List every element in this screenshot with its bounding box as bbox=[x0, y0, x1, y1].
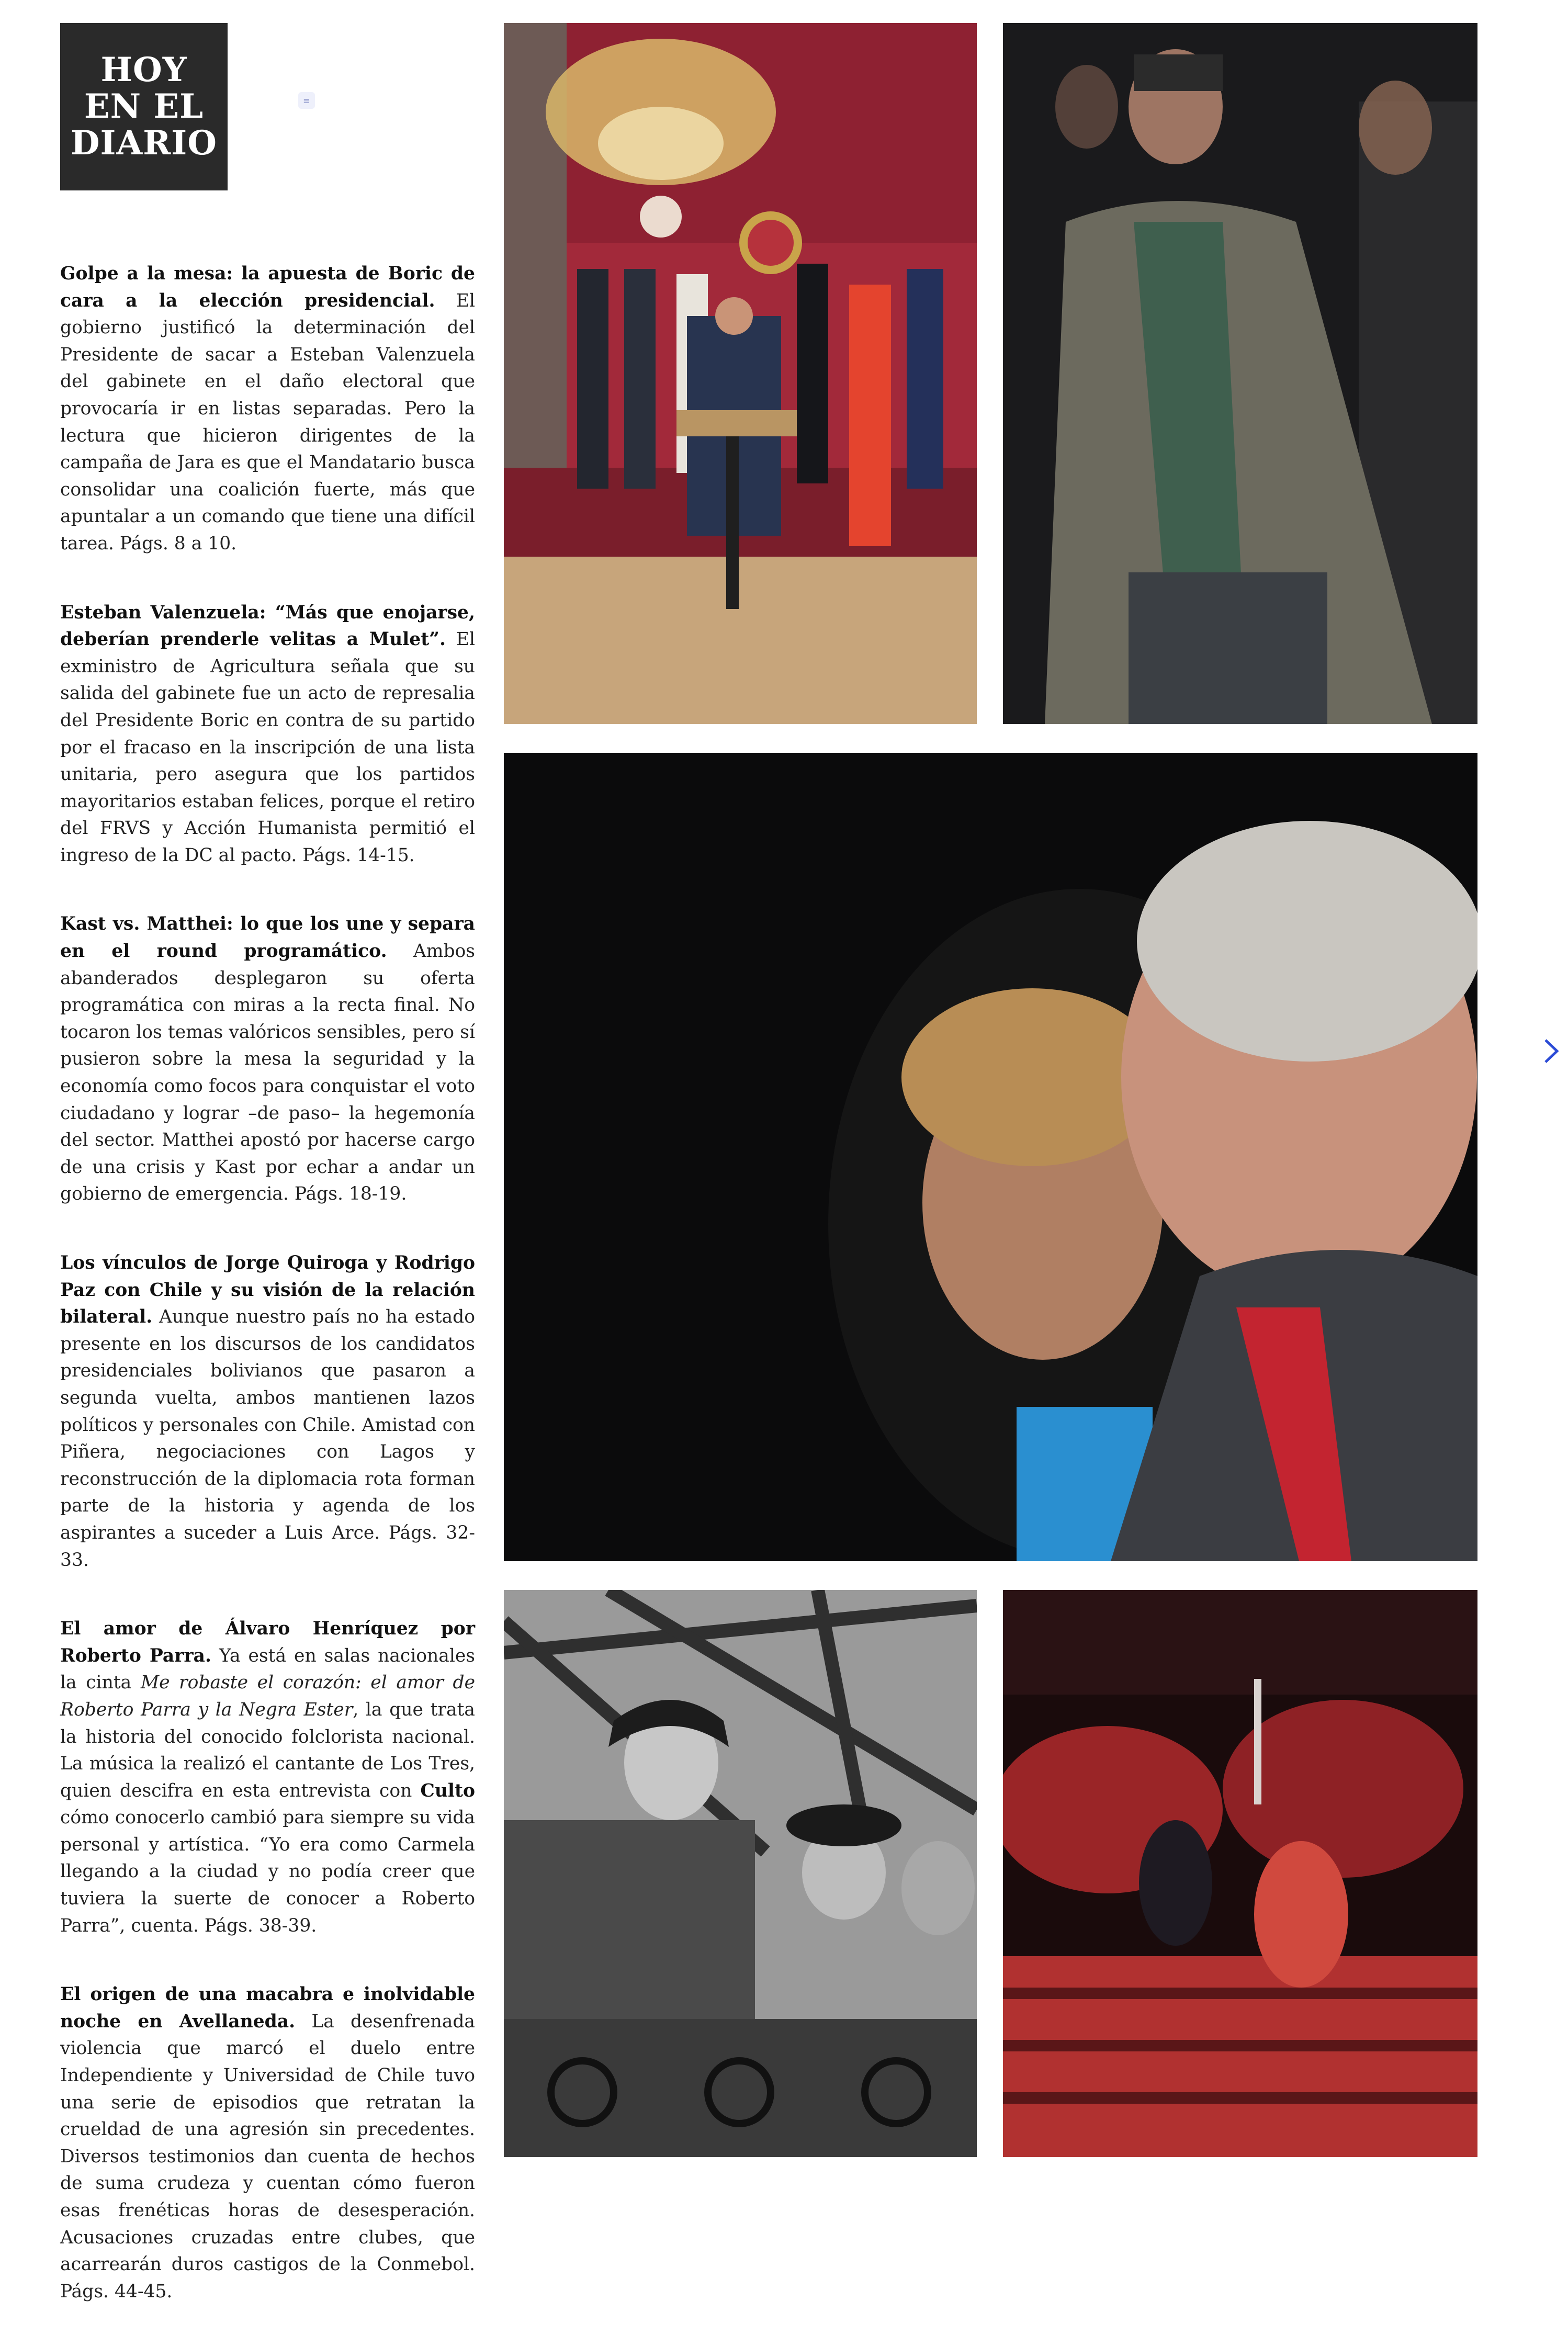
story-body: El exministro de Agricultura señala que su salida del gabinete fue un acto de represalia del Presidente Boric en contra de su partido por el fracaso en la inscripción de una lista unitaria, pero asegura que los partidos mayoritarios estaban felices, porque el retiro del FRVS y Acción Humanista permitió el ingreso de la DC al pacto. Págs. 14-15. bbox=[60, 629, 475, 866]
story-headline: Los vínculos de Jorge Quiroga y Rodrigo Paz con Chile y su visión de la relación bilateral. bbox=[60, 1253, 475, 1328]
film-title: Me robaste el corazón: el amor de Roberto Parra y la Negra Ester bbox=[60, 1672, 475, 1720]
badge-line-3: DIARIO bbox=[71, 123, 217, 163]
story-henriquez[interactable] bbox=[60, 1616, 475, 1939]
story-body: El gobierno justificó la determinación del Presidente de sacar a Esteban Valenzuela del gabinete en el daño electoral que provocaría ir en listas separadas. Pero la lectura que hicieron dirigentes de la campaña de Jara es que el Mandatario busca consolidar una coalición fuerte, más que apuntalar a un comando que tiene una difícil tarea. Págs. 8 a 10. bbox=[60, 290, 475, 554]
story-body: Aunque nuestro país no ha estado presente en los discursos de los candidatos presidenciales bolivianos que pasaron a segunda vuelta, ambos mantienen lazos políticos y personales con Chile. Amistad con Piñera, negociaciones con Lagos y reconstrucción de la diplomacia rota forman parte de la historia y agenda de los aspirantes a suceder a Luis Arce. Págs. 32-33. bbox=[60, 1306, 475, 1571]
story-body: , la que trata la historia del conocido folclorista nacional. La música la realizó el cantante de Los Tres, quien descifra en esta entrevista con bbox=[60, 1699, 475, 1801]
story-headline: El amor de Álvaro Henríquez por Roberto Parra. bbox=[60, 1618, 475, 1666]
section-badge bbox=[60, 23, 228, 190]
document-icon[interactable]: ≡ bbox=[298, 92, 315, 109]
chevron-right-icon[interactable] bbox=[1542, 1038, 1560, 1064]
story-bolivia[interactable] bbox=[60, 1250, 475, 1574]
story-body: Ya está en salas nacionales la cinta bbox=[60, 1645, 475, 1694]
badge-line-2: EN EL bbox=[84, 87, 204, 126]
story-kast-matthei[interactable] bbox=[60, 911, 475, 1208]
photo-henriquez-parra bbox=[504, 1590, 977, 2157]
story-valenzuela[interactable] bbox=[60, 600, 475, 870]
story-boric[interactable] bbox=[60, 261, 475, 558]
story-body: La desenfrenada violencia que marcó el duelo entre Independiente y Universidad de Chile tuvo una serie de episodios que retratan la crueldad de una agresión sin precedentes. Diversos testimonios dan cuenta de hechos de suma crudeza y cuentan cómo fueron esas frenéticas horas de desesperación. Acusaciones cruzadas entre clubes, que acarrearán duros castigos de la Conmebol. Págs. 44-45. bbox=[60, 2011, 475, 2302]
badge-line-1: HOY bbox=[100, 50, 187, 89]
photo-valenzuela bbox=[1003, 23, 1477, 724]
stories-column bbox=[60, 261, 475, 2347]
story-body: cómo conocerlo cambió para siempre su vida personal y artística. “Yo era como Carmela llegando a la ciudad y no podía creer que tuviera la suerte de conocer a Roberto Parra”, cuenta. Págs. 38-39. bbox=[60, 1807, 475, 1936]
culto-mention: Culto bbox=[420, 1780, 475, 1801]
photo-avellaneda bbox=[1003, 1590, 1477, 2157]
story-headline: El origen de una macabra e inolvidable noche en Avellaneda. bbox=[60, 1984, 475, 2032]
story-headline: Kast vs. Matthei: lo que los une y separa en el round programático. bbox=[60, 913, 475, 962]
story-headline: Esteban Valenzuela: “Más que enojarse, deberían prenderle velitas a Mulet”. bbox=[60, 602, 475, 650]
story-body: Ambos abanderados desplegaron su oferta programática con miras a la recta final. No tocaron los temas valóricos sensibles, pero sí pusieron sobre la mesa la seguridad y la economía como focos para conquistar el voto ciudadano y lograr –de paso– la hegemonía del sector. Matthei apostó por hacerse cargo de una crisis y Kast por echar a andar un gobierno de emergencia. Págs. 18-19. bbox=[60, 941, 476, 1205]
story-avellaneda[interactable] bbox=[60, 1981, 475, 2305]
photo-press-conference bbox=[504, 23, 977, 724]
story-headline: Golpe a la mesa: la apuesta de Boric de cara a la elección presidencial. bbox=[60, 263, 475, 311]
photo-matthei-kast bbox=[504, 753, 1477, 1561]
